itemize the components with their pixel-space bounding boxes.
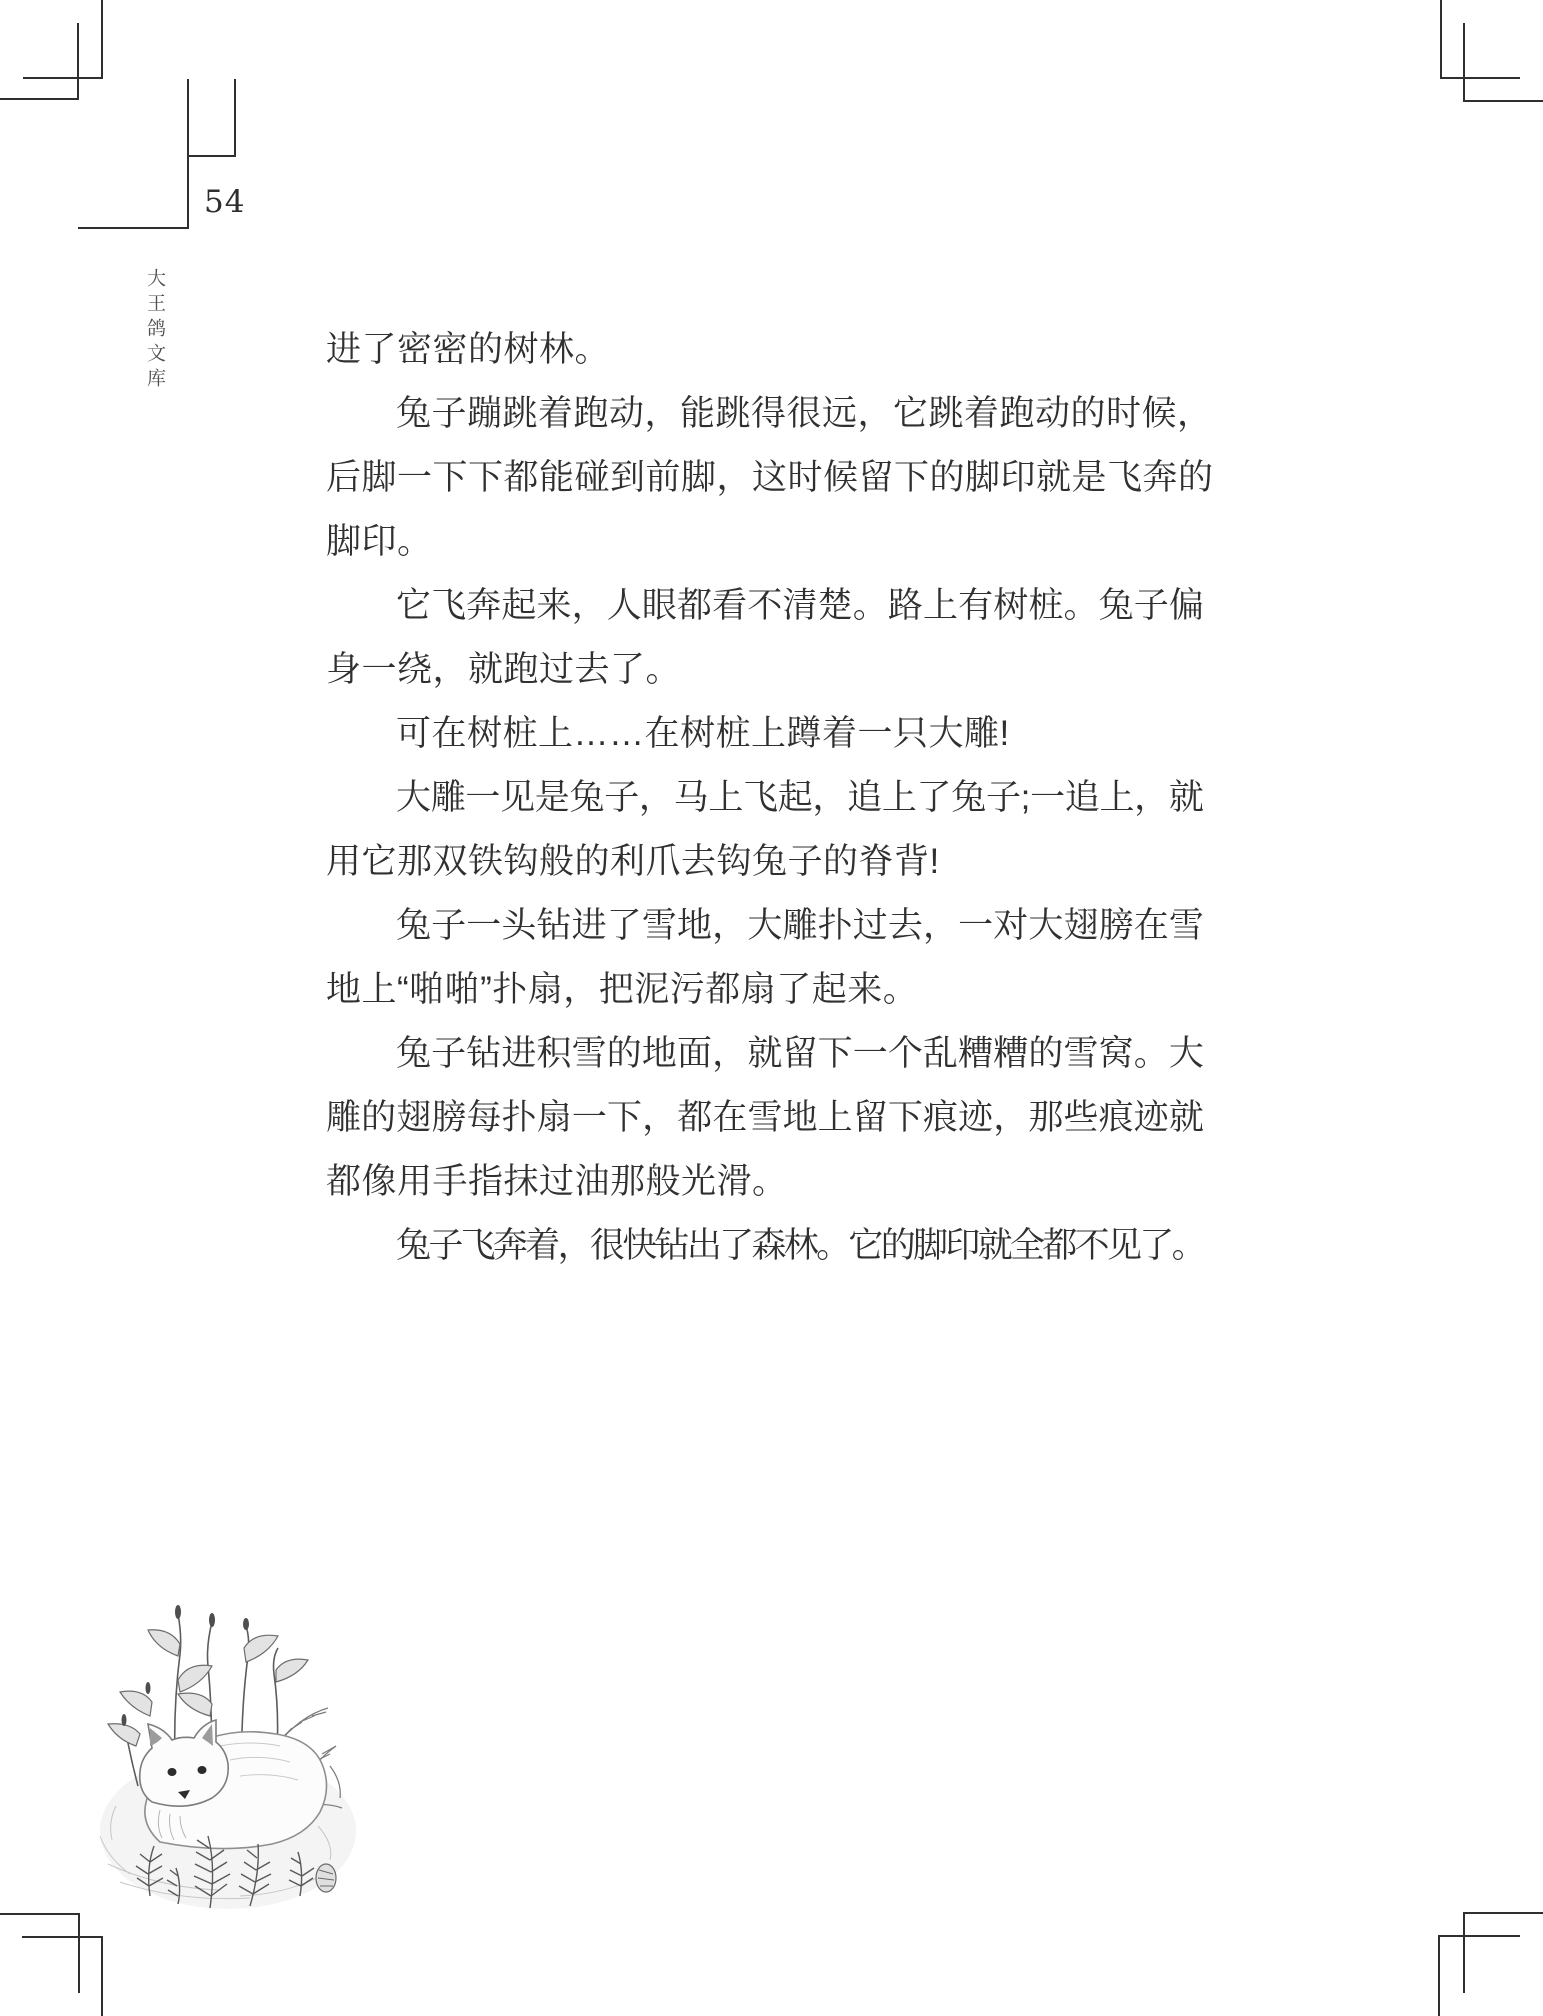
folio-bracket-mark xyxy=(234,79,236,157)
crop-mark xyxy=(78,1913,80,1993)
crop-mark xyxy=(22,1936,103,1938)
folio-bracket-mark xyxy=(187,79,189,229)
crop-mark xyxy=(1440,77,1520,79)
text-line: 雕的翅膀每扑扇一下，都在雪地上留下痕迹，那些痕迹就 xyxy=(326,1098,1203,1137)
text-line: 兔子蹦跳着跑动，能跳得很远，它跳着跑动的时候， xyxy=(396,394,1213,433)
text-line: 可在树桩上……在树桩上蹲着一只大雕! xyxy=(396,714,1010,753)
series-label: 大王鸽文库 xyxy=(144,268,165,393)
fox-illustration xyxy=(90,1596,360,1916)
text-line: 用它那双铁钩般的利爪去钩兔子的脊背! xyxy=(326,842,940,881)
text-line: 它飞奔起来，人眼都看不清楚。路上有树桩。兔子偏 xyxy=(396,586,1203,625)
page-number: 54 xyxy=(204,184,246,220)
text-line: 地上“啪啪”扑扇，把泥污都扇了起来。 xyxy=(326,970,919,1009)
crop-mark xyxy=(1463,23,1465,102)
text-line: 大雕一见是兔子，马上飞起，追上了兔子;一追上，就 xyxy=(396,778,1203,817)
crop-mark xyxy=(101,0,103,79)
crop-mark xyxy=(1464,1912,1543,1914)
folio-bracket-mark xyxy=(78,227,189,229)
folio-bracket-mark xyxy=(187,155,236,157)
text-line: 兔子飞奔着，很快钻出了森林。它的脚印就全都不见了。 xyxy=(396,1226,1203,1265)
text-line: 兔子钻进积雪的地面，就留下一个乱糟糟的雪窝。大 xyxy=(396,1034,1203,1073)
text-line: 兔子一头钻进了雪地，大雕扑过去，一对大翅膀在雪 xyxy=(396,906,1203,945)
crop-mark xyxy=(77,23,79,100)
crop-mark xyxy=(1438,1935,1440,2016)
text-line: 身一绕，就跑过去了。 xyxy=(326,650,682,689)
text-line: 脚印。 xyxy=(326,522,433,561)
text-line: 都像用手指抹过油那般光滑。 xyxy=(326,1162,788,1201)
crop-mark xyxy=(0,1913,79,1915)
text-line: 后脚一下下都能碰到前脚，这时候留下的脚印就是飞奔的 xyxy=(326,458,1214,497)
crop-mark xyxy=(23,77,103,79)
text-line: 进了密密的树林。 xyxy=(326,330,611,369)
crop-mark xyxy=(1463,1912,1465,1993)
crop-mark xyxy=(1439,1935,1520,1937)
crop-mark xyxy=(1440,0,1442,79)
crop-mark xyxy=(101,1936,103,2016)
body-text xyxy=(326,318,1214,1278)
crop-mark xyxy=(1464,100,1543,102)
crop-mark xyxy=(0,98,79,100)
